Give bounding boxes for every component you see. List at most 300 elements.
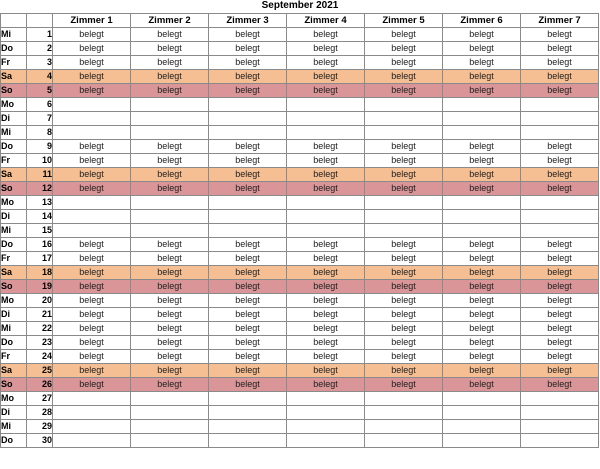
date-cell: 9 [27, 140, 53, 154]
table-row [1, 126, 599, 140]
room-cell[interactable]: belegt [53, 168, 131, 182]
room-cell[interactable]: belegt [365, 280, 443, 294]
date-cell: 6 [27, 98, 53, 112]
date-cell: 5 [27, 84, 53, 98]
room-cell[interactable]: belegt [53, 84, 131, 98]
date-cell: 19 [27, 280, 53, 294]
room-cell[interactable] [521, 224, 599, 238]
room-cell[interactable]: belegt [209, 42, 287, 56]
room-cell[interactable]: belegt [209, 154, 287, 168]
table-row [1, 434, 599, 448]
date-cell: 1 [27, 28, 53, 42]
table-row [1, 224, 599, 238]
weekday-cell: Sa [1, 168, 27, 182]
room-cell[interactable]: belegt [443, 378, 521, 392]
room-cell[interactable]: belegt [287, 154, 365, 168]
room-cell[interactable]: belegt [521, 56, 599, 70]
weekday-cell: Fr [1, 56, 27, 70]
table-row [1, 336, 599, 350]
room-cell[interactable]: belegt [443, 140, 521, 154]
date-cell: 17 [27, 252, 53, 266]
date-cell: 11 [27, 168, 53, 182]
room-cell[interactable] [287, 434, 365, 448]
room-cell[interactable]: belegt [521, 378, 599, 392]
room-cell[interactable]: belegt [209, 378, 287, 392]
room-cell[interactable] [521, 406, 599, 420]
room-cell[interactable]: belegt [287, 308, 365, 322]
weekday-cell: Sa [1, 364, 27, 378]
page-title: September 2021 [261, 0, 339, 11]
room-cell[interactable] [365, 392, 443, 406]
room-cell[interactable]: belegt [209, 364, 287, 378]
room-cell[interactable]: belegt [365, 56, 443, 70]
room-cell[interactable] [287, 210, 365, 224]
room-cell[interactable]: belegt [365, 154, 443, 168]
weekday-cell: Sa [1, 70, 27, 84]
room-cell[interactable] [209, 126, 287, 140]
room-cell[interactable]: belegt [209, 322, 287, 336]
room-cell[interactable] [53, 406, 131, 420]
room-cell[interactable] [53, 224, 131, 238]
room-cell[interactable] [443, 196, 521, 210]
weekday-cell: Di [1, 112, 27, 126]
room-cell[interactable] [131, 112, 209, 126]
room-cell[interactable]: belegt [287, 140, 365, 154]
table-row [1, 70, 599, 84]
room-cell[interactable] [521, 112, 599, 126]
room-cell[interactable]: belegt [443, 280, 521, 294]
room-cell[interactable] [209, 210, 287, 224]
weekday-cell: Do [1, 238, 27, 252]
table-row [1, 182, 599, 196]
room-cell[interactable] [131, 420, 209, 434]
room-cell[interactable]: belegt [521, 336, 599, 350]
room-cell[interactable]: belegt [53, 294, 131, 308]
date-cell: 26 [27, 378, 53, 392]
weekday-cell: Di [1, 210, 27, 224]
room-cell[interactable] [131, 434, 209, 448]
room-cell[interactable]: belegt [443, 42, 521, 56]
weekday-header [1, 14, 27, 28]
room-cell[interactable] [287, 406, 365, 420]
room-cell[interactable] [521, 392, 599, 406]
weekday-cell: Mo [1, 98, 27, 112]
room-cell[interactable] [209, 420, 287, 434]
room-cell[interactable]: belegt [521, 42, 599, 56]
room-cell[interactable]: belegt [365, 42, 443, 56]
room-cell[interactable]: belegt [53, 140, 131, 154]
room-cell[interactable] [209, 224, 287, 238]
room-cell[interactable] [365, 210, 443, 224]
room-cell[interactable]: belegt [521, 322, 599, 336]
room-cell[interactable]: belegt [443, 168, 521, 182]
room-cell[interactable] [287, 112, 365, 126]
room-cell[interactable]: belegt [287, 168, 365, 182]
room-cell[interactable]: belegt [365, 378, 443, 392]
room-header: Zimmer 2 [131, 14, 209, 28]
room-cell[interactable] [521, 98, 599, 112]
room-cell[interactable]: belegt [365, 28, 443, 42]
room-cell[interactable]: belegt [131, 308, 209, 322]
room-cell[interactable] [53, 126, 131, 140]
room-cell[interactable]: belegt [521, 70, 599, 84]
room-cell[interactable]: belegt [131, 168, 209, 182]
weekday-cell: Mi [1, 224, 27, 238]
room-cell[interactable]: belegt [131, 266, 209, 280]
table-row [1, 266, 599, 280]
room-cell[interactable]: belegt [443, 28, 521, 42]
room-cell[interactable]: belegt [53, 308, 131, 322]
room-cell[interactable] [53, 392, 131, 406]
table-row [1, 210, 599, 224]
date-cell: 2 [27, 42, 53, 56]
room-cell[interactable] [521, 196, 599, 210]
room-cell[interactable]: belegt [443, 322, 521, 336]
room-cell[interactable]: belegt [287, 364, 365, 378]
table-row [1, 56, 599, 70]
room-cell[interactable] [53, 434, 131, 448]
room-cell[interactable] [53, 196, 131, 210]
room-cell[interactable] [287, 420, 365, 434]
room-cell[interactable]: belegt [209, 280, 287, 294]
room-header: Zimmer 4 [287, 14, 365, 28]
room-cell[interactable]: belegt [131, 70, 209, 84]
room-cell[interactable] [365, 224, 443, 238]
weekday-cell: So [1, 280, 27, 294]
room-cell[interactable]: belegt [521, 350, 599, 364]
room-cell[interactable]: belegt [53, 28, 131, 42]
room-cell[interactable]: belegt [209, 28, 287, 42]
room-cell[interactable]: belegt [53, 252, 131, 266]
room-cell[interactable]: belegt [287, 266, 365, 280]
room-cell[interactable]: belegt [521, 84, 599, 98]
room-header: Zimmer 7 [521, 14, 599, 28]
room-cell[interactable]: belegt [131, 280, 209, 294]
date-cell: 29 [27, 420, 53, 434]
room-cell[interactable] [365, 420, 443, 434]
table-row [1, 28, 599, 42]
room-cell[interactable]: belegt [443, 238, 521, 252]
room-cell[interactable] [209, 406, 287, 420]
room-cell[interactable]: belegt [443, 182, 521, 196]
room-cell[interactable]: belegt [443, 56, 521, 70]
date-cell: 27 [27, 392, 53, 406]
room-cell[interactable] [443, 392, 521, 406]
room-cell[interactable]: belegt [209, 308, 287, 322]
date-cell: 24 [27, 350, 53, 364]
room-cell[interactable] [521, 210, 599, 224]
room-cell[interactable] [365, 126, 443, 140]
room-cell[interactable]: belegt [209, 266, 287, 280]
room-cell[interactable]: belegt [53, 280, 131, 294]
room-cell[interactable]: belegt [209, 84, 287, 98]
room-cell[interactable]: belegt [521, 168, 599, 182]
weekday-cell: Fr [1, 154, 27, 168]
room-cell[interactable]: belegt [443, 336, 521, 350]
weekday-cell: Mi [1, 28, 27, 42]
room-cell[interactable]: belegt [365, 140, 443, 154]
room-cell[interactable]: belegt [521, 182, 599, 196]
table-row [1, 154, 599, 168]
room-cell[interactable] [443, 210, 521, 224]
room-cell[interactable]: belegt [131, 350, 209, 364]
room-cell[interactable] [53, 98, 131, 112]
table-row [1, 98, 599, 112]
room-cell[interactable] [131, 210, 209, 224]
date-cell: 21 [27, 308, 53, 322]
room-cell[interactable] [443, 224, 521, 238]
booking-table [0, 13, 599, 448]
room-cell[interactable]: belegt [53, 56, 131, 70]
date-cell: 20 [27, 294, 53, 308]
room-cell[interactable] [209, 98, 287, 112]
date-cell: 25 [27, 364, 53, 378]
date-cell: 18 [27, 266, 53, 280]
room-cell[interactable]: belegt [131, 182, 209, 196]
room-cell[interactable]: belegt [365, 322, 443, 336]
room-cell[interactable] [131, 224, 209, 238]
room-cell[interactable] [131, 126, 209, 140]
room-cell[interactable]: belegt [365, 252, 443, 266]
room-cell[interactable] [287, 196, 365, 210]
room-cell[interactable]: belegt [287, 70, 365, 84]
room-cell[interactable]: belegt [53, 42, 131, 56]
room-cell[interactable] [443, 98, 521, 112]
table-row [1, 294, 599, 308]
room-cell[interactable]: belegt [521, 28, 599, 42]
room-cell[interactable]: belegt [521, 266, 599, 280]
room-cell[interactable]: belegt [521, 364, 599, 378]
room-cell[interactable] [287, 224, 365, 238]
room-cell[interactable]: belegt [209, 294, 287, 308]
table-row [1, 378, 599, 392]
room-cell[interactable] [521, 126, 599, 140]
room-cell[interactable]: belegt [131, 252, 209, 266]
table-row [1, 350, 599, 364]
date-cell: 16 [27, 238, 53, 252]
table-row [1, 252, 599, 266]
room-cell[interactable]: belegt [443, 84, 521, 98]
room-cell[interactable]: belegt [365, 336, 443, 350]
room-cell[interactable]: belegt [443, 70, 521, 84]
room-cell[interactable]: belegt [365, 364, 443, 378]
room-cell[interactable]: belegt [443, 350, 521, 364]
room-cell[interactable]: belegt [131, 84, 209, 98]
date-header [27, 14, 53, 28]
room-cell[interactable]: belegt [365, 350, 443, 364]
room-cell[interactable]: belegt [365, 84, 443, 98]
room-cell[interactable]: belegt [131, 28, 209, 42]
room-cell[interactable] [209, 392, 287, 406]
weekday-cell: Di [1, 406, 27, 420]
room-header: Zimmer 1 [53, 14, 131, 28]
date-cell: 3 [27, 56, 53, 70]
date-cell: 15 [27, 224, 53, 238]
room-cell[interactable]: belegt [131, 322, 209, 336]
weekday-cell: Mo [1, 294, 27, 308]
room-cell[interactable]: belegt [521, 154, 599, 168]
room-cell[interactable] [287, 98, 365, 112]
weekday-cell: Di [1, 308, 27, 322]
room-cell[interactable] [131, 392, 209, 406]
room-cell[interactable]: belegt [287, 350, 365, 364]
weekday-cell: Do [1, 140, 27, 154]
room-header: Zimmer 5 [365, 14, 443, 28]
room-cell[interactable]: belegt [365, 294, 443, 308]
room-cell[interactable]: belegt [209, 70, 287, 84]
date-cell: 28 [27, 406, 53, 420]
room-cell[interactable]: belegt [131, 56, 209, 70]
room-cell[interactable]: belegt [287, 56, 365, 70]
room-cell[interactable] [365, 98, 443, 112]
room-cell[interactable]: belegt [521, 308, 599, 322]
room-cell[interactable] [131, 98, 209, 112]
room-cell[interactable]: belegt [287, 294, 365, 308]
weekday-cell: Fr [1, 252, 27, 266]
room-cell[interactable]: belegt [131, 378, 209, 392]
room-cell[interactable]: belegt [209, 140, 287, 154]
room-cell[interactable]: belegt [287, 336, 365, 350]
room-cell[interactable]: belegt [53, 154, 131, 168]
room-cell[interactable] [53, 112, 131, 126]
room-cell[interactable] [131, 406, 209, 420]
room-cell[interactable]: belegt [131, 238, 209, 252]
room-cell[interactable]: belegt [443, 154, 521, 168]
table-row [1, 238, 599, 252]
room-cell[interactable]: belegt [443, 252, 521, 266]
weekday-cell: Sa [1, 266, 27, 280]
room-cell[interactable]: belegt [131, 336, 209, 350]
room-cell[interactable] [131, 196, 209, 210]
table-row [1, 196, 599, 210]
table-row [1, 112, 599, 126]
room-cell[interactable]: belegt [365, 308, 443, 322]
room-cell[interactable]: belegt [131, 42, 209, 56]
room-cell[interactable]: belegt [287, 280, 365, 294]
room-cell[interactable]: belegt [53, 238, 131, 252]
room-cell[interactable]: belegt [131, 294, 209, 308]
weekday-cell: Mo [1, 196, 27, 210]
room-cell[interactable]: belegt [131, 364, 209, 378]
table-row [1, 406, 599, 420]
room-cell[interactable]: belegt [131, 154, 209, 168]
room-cell[interactable]: belegt [521, 140, 599, 154]
room-cell[interactable]: belegt [209, 350, 287, 364]
room-cell[interactable]: belegt [287, 322, 365, 336]
date-cell: 4 [27, 70, 53, 84]
room-cell[interactable]: belegt [365, 182, 443, 196]
table-row [1, 364, 599, 378]
room-cell[interactable] [365, 196, 443, 210]
room-cell[interactable] [443, 406, 521, 420]
room-cell[interactable]: belegt [443, 364, 521, 378]
room-cell[interactable] [53, 420, 131, 434]
table-body [1, 28, 599, 448]
room-cell[interactable]: belegt [53, 266, 131, 280]
room-cell[interactable] [443, 420, 521, 434]
room-cell[interactable]: belegt [209, 238, 287, 252]
room-header: Zimmer 6 [443, 14, 521, 28]
weekday-cell: Mi [1, 126, 27, 140]
room-cell[interactable]: belegt [209, 168, 287, 182]
room-cell[interactable]: belegt [53, 70, 131, 84]
room-cell[interactable] [209, 434, 287, 448]
date-cell: 13 [27, 196, 53, 210]
room-cell[interactable] [443, 126, 521, 140]
room-cell[interactable]: belegt [287, 378, 365, 392]
weekday-cell: Mo [1, 392, 27, 406]
table-row [1, 84, 599, 98]
room-cell[interactable]: belegt [209, 252, 287, 266]
room-cell[interactable]: belegt [287, 42, 365, 56]
date-cell: 22 [27, 322, 53, 336]
room-header: Zimmer 3 [209, 14, 287, 28]
room-cell[interactable] [443, 434, 521, 448]
weekday-cell: Do [1, 42, 27, 56]
room-cell[interactable] [521, 434, 599, 448]
room-cell[interactable]: belegt [209, 56, 287, 70]
room-cell[interactable] [521, 420, 599, 434]
table-row [1, 42, 599, 56]
room-cell[interactable]: belegt [287, 84, 365, 98]
room-cell[interactable]: belegt [53, 336, 131, 350]
room-cell[interactable]: belegt [365, 70, 443, 84]
room-cell[interactable]: belegt [53, 182, 131, 196]
room-cell[interactable]: belegt [521, 252, 599, 266]
room-cell[interactable]: belegt [131, 140, 209, 154]
room-cell[interactable]: belegt [209, 336, 287, 350]
room-cell[interactable]: belegt [287, 182, 365, 196]
room-cell[interactable]: belegt [443, 266, 521, 280]
room-cell[interactable] [287, 126, 365, 140]
room-cell[interactable]: belegt [443, 294, 521, 308]
room-cell[interactable]: belegt [287, 252, 365, 266]
date-cell: 10 [27, 154, 53, 168]
room-cell[interactable] [53, 210, 131, 224]
room-cell[interactable] [209, 196, 287, 210]
room-cell[interactable]: belegt [365, 266, 443, 280]
room-cell[interactable]: belegt [53, 364, 131, 378]
weekday-cell: So [1, 84, 27, 98]
room-cell[interactable] [365, 406, 443, 420]
room-cell[interactable] [209, 112, 287, 126]
weekday-cell: So [1, 378, 27, 392]
weekday-cell: Fr [1, 350, 27, 364]
room-cell[interactable]: belegt [53, 378, 131, 392]
room-cell[interactable]: belegt [365, 168, 443, 182]
room-cell[interactable] [365, 434, 443, 448]
room-cell[interactable] [365, 112, 443, 126]
room-cell[interactable]: belegt [53, 350, 131, 364]
room-cell[interactable]: belegt [521, 280, 599, 294]
room-cell[interactable]: belegt [521, 294, 599, 308]
weekday-cell: So [1, 182, 27, 196]
room-cell[interactable]: belegt [443, 308, 521, 322]
room-cell[interactable]: belegt [53, 322, 131, 336]
room-cell[interactable]: belegt [287, 238, 365, 252]
weekday-cell: Do [1, 336, 27, 350]
header-row [1, 14, 599, 28]
room-cell[interactable]: belegt [287, 28, 365, 42]
weekday-cell: Mi [1, 420, 27, 434]
room-cell[interactable]: belegt [521, 238, 599, 252]
table-row [1, 168, 599, 182]
room-cell[interactable] [443, 112, 521, 126]
room-cell[interactable] [287, 392, 365, 406]
room-cell[interactable]: belegt [209, 182, 287, 196]
date-cell: 12 [27, 182, 53, 196]
room-cell[interactable]: belegt [365, 238, 443, 252]
